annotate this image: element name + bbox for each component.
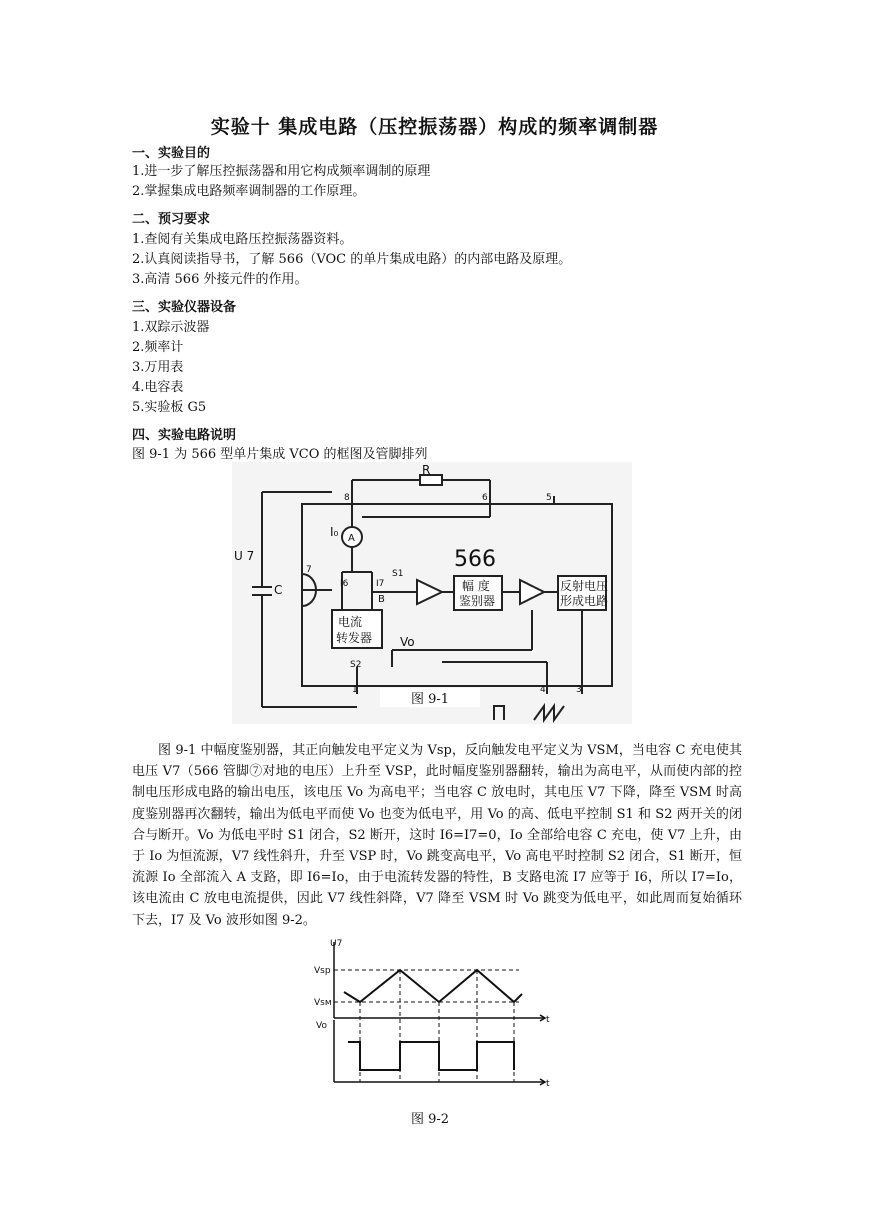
- label-vsm: Vsм: [314, 998, 332, 1008]
- list-item: 4.电容表: [132, 380, 184, 395]
- output-waveform-icons: [494, 706, 564, 720]
- converter-label-line1: 电流: [338, 615, 363, 629]
- label-i6: I6: [340, 579, 349, 589]
- list-item: 1.查阅有关集成电路压控振荡器资料。: [132, 232, 353, 247]
- label-i7: I7: [376, 579, 385, 589]
- pin-1: 1: [352, 685, 358, 695]
- label-r: R: [422, 463, 431, 477]
- label-s1: S1: [392, 569, 404, 579]
- converter-label-line2: 转发器: [336, 631, 373, 645]
- waveform-diagram: [314, 932, 580, 1092]
- figure-9-1-caption: 图 9-1: [380, 688, 480, 707]
- pin-7: 7: [306, 565, 312, 575]
- shaper-label-line2: 形成电路: [560, 594, 609, 608]
- pin-6: 6: [482, 493, 488, 503]
- pin-3: 3: [576, 685, 582, 695]
- paragraph-text: 图 9-1 中幅度鉴别器，其正向触发电平定义为 Vsp，反向触发电平定义为 VSM，当电容 C 充电使其电压 V7（566 管脚⑦对地的电压）上升至 VSP，此时幅度鉴别器翻转，输出为高电平，从而使内部的控制电压形成电路的输出电压，该电压 Vo 为高电平；当电容 C 放电时，其电压 V7 下降，降至 VSM 时高度鉴别器再次翻转，输出为低电平而使 Vo 也变为低电平，用 Vo 的高、低电平控制 S1 和 S2 两开关的闭合与断开。Vo 为低电平时 S1 闭合，S2 断开，这时 I6=I7=0，Io 全部给电容 C 充电，使 V7 上升，由于 Io 为恒流源，V7 线性斜升，升至 VSP 时，Vo 跳变高电平，Vo 高电平时控制 S2 闭合，S1 断开，恒流源 Io 全部流入 A 支路，即 I6=Io，由于电流转发器的特性，B 支路电流 I7 应等于 I6，所以 I7=Io，该电流由 C 放电电流提供，因此 V7 线性斜降，V7 降至 VSM 时 Vo 跳变为低电平，如此周而复始循环下去，I7 及 Vo 波形如图 9-2。: [132, 743, 742, 928]
- section-heading-equipment: 三、实验仪器设备: [132, 300, 237, 315]
- section-heading-purpose: 一、实验目的: [132, 146, 211, 161]
- label-s2: S2: [350, 660, 362, 670]
- label-vo: Vo: [316, 1021, 327, 1031]
- section-heading-preview: 二、预习要求: [132, 212, 211, 227]
- figure-intro: 图 9-1 为 566 型单片集成 VCO 的框图及管脚排列: [132, 447, 428, 462]
- detector-label-line1: 幅 度: [462, 579, 490, 593]
- circuit-description: [132, 740, 742, 931]
- list-item: 2.掌握集成电路频率调制器的工作原理。: [132, 184, 366, 199]
- section-heading-circuit: 四、实验电路说明: [132, 428, 237, 443]
- list-item: 5.实验板 G5: [132, 400, 207, 415]
- list-item: 3.高清 566 外接元件的作用。: [132, 272, 308, 287]
- pin-5: 5: [546, 493, 552, 503]
- list-item: 2.频率计: [132, 340, 184, 355]
- pin-8: 8: [344, 493, 350, 503]
- label-v7: U 7: [234, 549, 255, 563]
- figure-9-1: [232, 462, 632, 724]
- list-item: 2.认真阅读指导书，了解 566（VOC 的单片集成电路）的内部电路及原理。: [132, 252, 572, 267]
- figure-9-2: [314, 932, 580, 1092]
- vco-block-diagram: [232, 462, 632, 724]
- label-a: A: [348, 533, 355, 544]
- shaper-label-line1: 反射电压: [560, 579, 609, 593]
- label-u7: U7: [330, 939, 343, 949]
- label-vsp: Vsp: [314, 966, 331, 976]
- label-c: C: [274, 583, 283, 597]
- chip-number: 566: [454, 547, 496, 572]
- label-t-top: t: [546, 1015, 550, 1025]
- list-item: 1.进一步了解压控振荡器和用它构成频率调制的原理: [132, 164, 431, 179]
- pin-4: 4: [540, 685, 546, 695]
- label-t-bottom: t: [546, 1079, 550, 1089]
- label-vo: Vo: [400, 635, 415, 649]
- label-b: B: [378, 594, 385, 605]
- label-i0: I₀: [330, 525, 339, 539]
- list-item: 3.万用表: [132, 360, 184, 375]
- detector-label-line2: 鉴别器: [459, 594, 496, 608]
- figure-9-2-caption: 图 9-2: [410, 1112, 450, 1127]
- list-item: 1.双踪示波器: [132, 320, 210, 335]
- page-title: 实验十 集成电路（压控振荡器）构成的频率调制器: [210, 116, 659, 138]
